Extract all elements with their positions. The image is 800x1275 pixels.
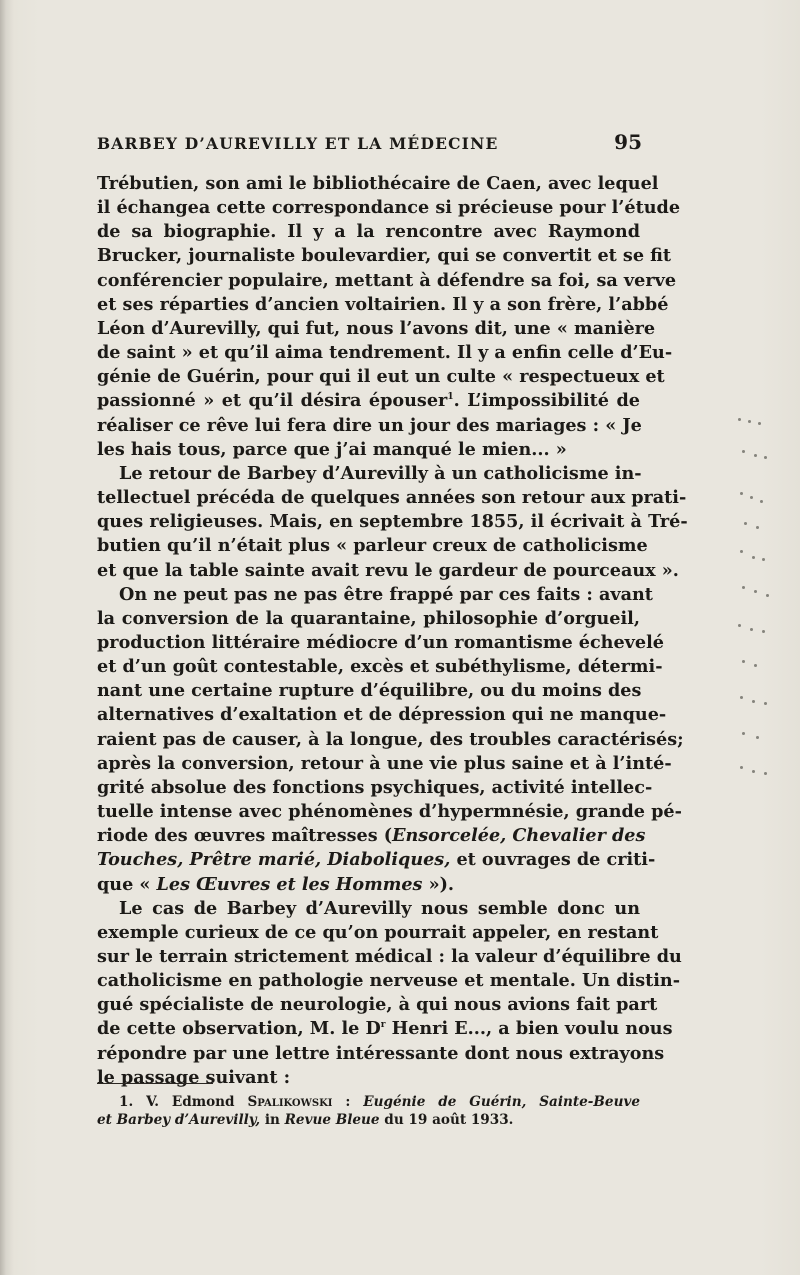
text-line: nant une certaine rupture d’équilibre, ou du moins des bbox=[97, 680, 642, 702]
italic-span: Les Œuvres et les Hommes bbox=[156, 873, 423, 895]
text-line: les hais tous, parce que j’ai manqué le mien... » bbox=[97, 438, 567, 460]
footnote-divider bbox=[97, 1083, 213, 1084]
footnote-title: Eugénie de Guérin, Sainte-Beuve bbox=[363, 1094, 641, 1110]
text-line: tellectuel précéda de quelques années son retour aux prati- bbox=[97, 487, 687, 509]
text-line bbox=[97, 389, 640, 413]
running-title: BARBEY D’AUREVILLY ET LA MÉDECINE bbox=[97, 134, 499, 153]
text-line: Le cas de Barbey d’Aurevilly nous semble donc un bbox=[119, 897, 640, 919]
text-span: de cette observation, M. le D bbox=[97, 1018, 381, 1040]
text-line: de sa biographie. Il y a la rencontre avec Raymond bbox=[97, 221, 640, 243]
footnote-author-surname: Spalikowski bbox=[247, 1094, 333, 1110]
text-line: génie de Guérin, pour qui il eut un culte « respectueux et bbox=[97, 366, 665, 388]
text-span: Henri E..., a bien voulu nous bbox=[385, 1018, 673, 1040]
text-line: le passage suivant : bbox=[97, 1066, 291, 1088]
text-span: et ouvrages de criti- bbox=[450, 849, 656, 871]
text-span: riode des œuvres maîtresses ( bbox=[97, 825, 393, 847]
text-line: grité absolue des fonctions psychiques, activité intellec- bbox=[97, 776, 653, 798]
text-line: sur le terrain strictement médical : la valeur d’équilibre du bbox=[97, 946, 682, 967]
footnote-line bbox=[97, 1111, 640, 1129]
text-line: et ses réparties d’ancien voltairien. Il y a son frère, l’abbé bbox=[97, 293, 669, 315]
text-span: in bbox=[260, 1112, 285, 1128]
footnote-ref: 1 bbox=[447, 392, 454, 403]
text-line: Trébutien, son ami le bibliothécaire de Caen, avec lequel bbox=[97, 173, 659, 194]
page-number: 95 bbox=[614, 130, 642, 154]
text-line: la conversion de la quarantaine, philosophie d’orgueil, bbox=[97, 607, 640, 629]
text-line: alternatives d’exaltation et de dépression qui ne manque- bbox=[97, 704, 667, 726]
text-line: raient pas de causer, à la longue, des troubles caractérisés; bbox=[97, 728, 684, 750]
footnote-line bbox=[97, 1093, 640, 1111]
text-line: Le retour de Barbey d’Aurevilly à un catholicisme in- bbox=[119, 462, 642, 484]
text-line: production littéraire médiocre d’un romantisme échevelé bbox=[97, 631, 664, 653]
text-line bbox=[97, 848, 656, 872]
page-header bbox=[97, 130, 642, 154]
footnote-title: et Barbey d’Aurevilly, bbox=[97, 1112, 261, 1128]
text-line: On ne peut pas ne pas être frappé par ces faits : avant bbox=[119, 583, 653, 605]
footnote-author: V. Edmond bbox=[146, 1094, 235, 1110]
italic-span: Ensorcelée, Chevalier des bbox=[392, 825, 646, 847]
text-span: : bbox=[332, 1094, 364, 1110]
footnote bbox=[97, 1093, 640, 1129]
text-line: et d’un goût contestable, excès et subéthylisme, détermi- bbox=[97, 656, 663, 678]
text-line: et que la table sainte avait revu le gardeur de pourceaux ». bbox=[97, 559, 679, 581]
text-line: conférencier populaire, mettant à défendre sa foi, sa verve bbox=[97, 269, 677, 291]
footnote-journal: Revue Bleue bbox=[284, 1112, 380, 1128]
text-line bbox=[97, 824, 646, 848]
footnote-number: 1. bbox=[119, 1094, 134, 1110]
text-line: réaliser ce rêve lui fera dire un jour des mariages : « Je bbox=[97, 414, 642, 436]
text-line: Brucker, journaliste boulevardier, qui se convertit et se fit bbox=[97, 245, 672, 267]
text-span: passionné » et qu’il désira épouser bbox=[97, 390, 448, 412]
italic-span: Touches, Prêtre marié, Diaboliques, bbox=[97, 849, 451, 871]
text-line: tuelle intense avec phénomènes d’hypermnésie, grande pé- bbox=[97, 801, 682, 823]
text-line: après la conversion, retour à une vie plus saine et à l’inté- bbox=[97, 752, 672, 774]
text-line: Léon d’Aurevilly, qui fut, nous l’avons dit, une « manière bbox=[97, 317, 656, 339]
text-span: du 19 août 1933. bbox=[379, 1112, 514, 1128]
text-line: de saint » et qu’il aima tendrement. Il y a enfin celle d’Eu- bbox=[97, 342, 673, 364]
text-span: que « bbox=[97, 873, 157, 895]
text-line: butien qu’il n’était plus « parleur creux de catholicisme bbox=[97, 535, 648, 557]
text-line: répondre par une lettre intéressante dont nous extrayons bbox=[97, 1042, 665, 1064]
text-line: il échangea cette correspondance si précieuse pour l’étude bbox=[97, 197, 681, 219]
superscript: r bbox=[380, 1020, 386, 1031]
text-line: ques religieuses. Mais, en septembre 1855, il écrivait à Tré- bbox=[97, 511, 688, 533]
body-text bbox=[97, 172, 688, 1090]
text-line: catholicisme en pathologie nerveuse et mentale. Un distin- bbox=[97, 970, 680, 992]
text-line bbox=[97, 873, 640, 897]
text-line: exemple curieux de ce qu’on pourrait appeler, en restant bbox=[97, 921, 659, 943]
text-line bbox=[97, 1017, 673, 1041]
text-span: . L’impossibilité de bbox=[453, 390, 640, 412]
margin-bleed-through bbox=[730, 410, 790, 790]
text-line: gué spécialiste de neurologie, à qui nous avions fait part bbox=[97, 994, 658, 1016]
text-span: »). bbox=[422, 873, 455, 895]
